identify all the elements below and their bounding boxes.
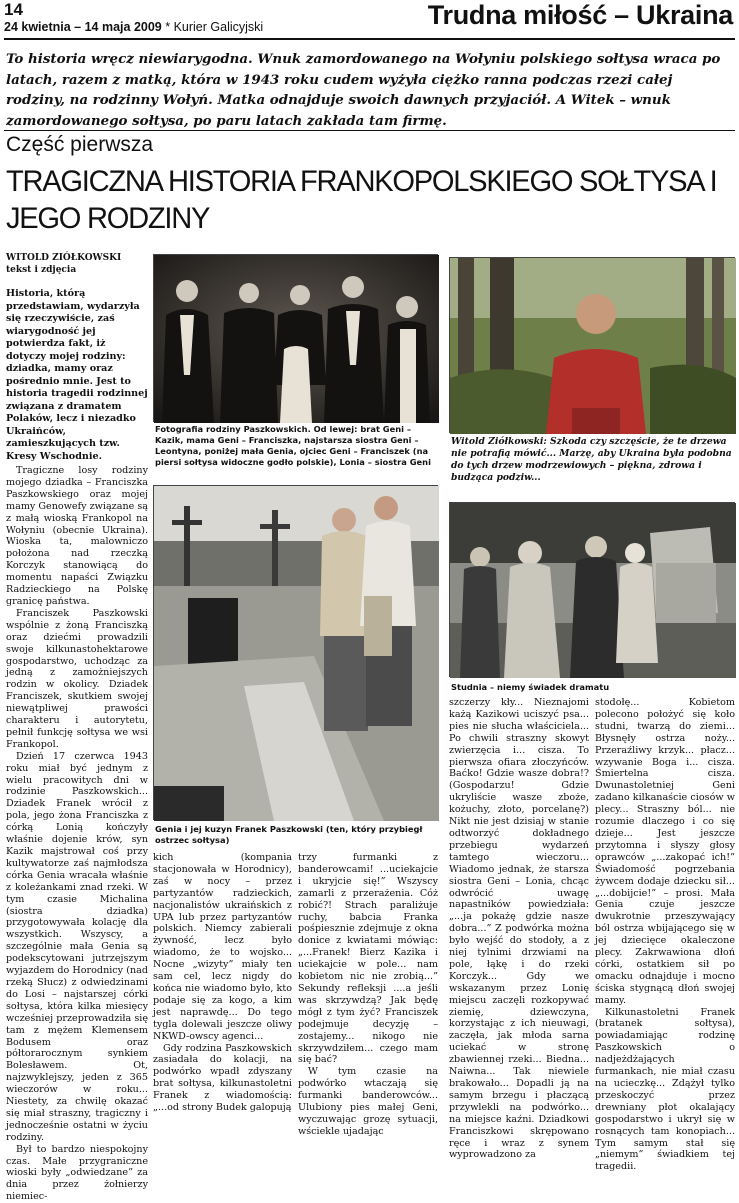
author-photo-caption: Witold Ziółkowski: Szkoda czy szczęście, że te drzewa nie potrafią mówić... Marzę, aby Ukraina była podobna do tych drzew modrzewiowych – piękna, zdrowa i budząca podziw...: [451, 436, 732, 483]
header-rule: [4, 38, 735, 40]
lead-rule: [4, 130, 735, 131]
text-column-4: [449, 697, 589, 1161]
issue-info: [4, 20, 263, 34]
paragraph: trzy furmanki z banderowcami! ...uciekajcie i ukryjcie się!” Wszyscy zamarli z przerażenia. Cóż robić?! Strach paraliżuje ruchy, babcia Franka pośpiesznie zdejmuje z okna donice z kwiatami mówiąc: „...Franek! Bierz Kazika i uciekajcie w pole... nam kobietom nic nie zrobią...” Sekundy refleksji ....a jeśli was skrzywdzą? Jak będę mógł z tym żyć? Franciszek podejmuje decyzję – zostajemy... nikogo nie skrzywdziłem... czego mam się bać?: [298, 852, 438, 1066]
family-photo: [153, 254, 438, 422]
text-column-2: [153, 852, 292, 1114]
well-photo-caption: Studnia – niemy świadek dramatu: [451, 682, 610, 692]
paragraph: Kilkunastoletni Franek (bratanek sołtysa), powiadamiając rodzinę Paszkowskich o nadjeżdżających furmankach, nie miał czasu na ucieczkę... Zdążył tylko przeskoczyć przez drewniany płot okalający gospodarstwo i ukrył się w rosnących tam konopiach... Tym samym stał się „niemym” świadkiem tej tragedii.: [595, 1006, 735, 1173]
article-kicker: Część pierwsza: [6, 133, 154, 156]
text-column-5: [595, 697, 735, 1173]
text-column-1: [6, 253, 148, 1203]
author-photo-image: [450, 258, 736, 434]
page-number: 14: [4, 0, 23, 19]
paragraph: stodołę... Kobietom polecono położyć się koło studni, twarzą do ziemi... Błysnęły ostrza noży... Przeraźliwy krzyk... płacz... wzywanie Boga i... cisza. Śmiertelna cisza. Dwunastoletniej Geni zadano kilkanaście ciosów w plecy... Straszny ból... nie rozumie dlaczego i co się dzieje... Jest jeszcze przytomna i słyszy głosy oprawców „...zakopać ich!” Świadomość pogrzebania żywcem dodaje dziecku sił... „...dobijcie!” – prosi. Mała Genia czuje jeszcze dwukrotnie przeszywający ból ostrza wbijającego się w jej dziecięce okaleczone plecy. Zakrwawiona dłoń córki, ostatkiem sił po omacku odnajduje i mocno ściska stygnącą dłoń swojej mamy.: [595, 697, 735, 1006]
family-photo-image: [154, 255, 439, 423]
text-column-3: [298, 852, 438, 1137]
well-photo: [449, 502, 735, 677]
well-photo-image: [450, 503, 736, 678]
article-lead: To historia wręcz niewiarygodna. Wnuk zamordowanego na Wołyniu polskiego sołtysa wraca po latach, razem z matką, która w 1943 roku cudem wyżyła ciężko ranna podczas rzezi całej rodziny, na rodzinny Wołyń. Matka odnajduje swoich dawnych przyjaciół. A Witek – wnuk zamordowanego sołtysa, po paru latach zakłada tam firmę.: [6, 51, 721, 129]
byline-role: tekst i zdjęcia: [6, 264, 77, 275]
column-lead: Historia, którą przedstawiam, wydarzyła się rzeczywiście, zaś wiarygodność jej potwierdza fakt, iż dotyczy mojej rodziny: dziadka, mamy oraz pośrednio mnie. Jest to historia tragedii rodzinnej związana z dramatem Polaków, lecz i niezadko Ukraińców, zamieszkujących tzw. Kresy Wschodnie.: [6, 288, 148, 462]
grave-photo-caption: Genia i jej kuzyn Franek Paszkowski (ten, który przybiegł ostrzec sołtysa): [155, 824, 423, 845]
paragraph: Gdy rodzina Paszkowskich zasiadała do kolacji, na podwórko wpadł zdyszany brat sołtysa, kilkunastoletni Franek z wiadomością: „...od strony Budek galopują: [153, 1042, 292, 1114]
paragraph: kich (kompania stacjonowała w Horodnicy), zaś w nocy – przez partyzantów radzieckich, nacjonalistów ukraińskich z UPA lub przez partyzantów polskich. Niemcy zabierali żywność, lecz było wiadomo, że to wojsko... Nocne „wizyty” miały ten sam cel, lecz nigdy do końca nie wiadomo było, kto podaje się za kogo, a kim jest naprawdę... Do tego tygla dolewali jeszcze oliwy NKWD-owscy agenci...: [153, 852, 292, 1042]
issue-dates: 24 kwietnia – 14 maja 2009: [4, 20, 162, 34]
author-photo: [449, 257, 735, 433]
paragraph: Był to bardzo niespokojny czas. Małe przygraniczne wioski były „odwiedzane” za dnia przez żołnierzy niemiec-: [6, 1143, 148, 1203]
paragraph: Tragiczne losy rodziny mojego dziadka – Franciszka Paszkowskiego oraz mojej mamy Genowefy związane są z małą wioską Frankopol na Wołyniu (obecnie Ukraina). Wioska ta, malowniczo położona nad rzeczką Korczyk stanowiącą do momentu napaści Związku Radzieckiego na Polskę granicę państwa.: [6, 465, 148, 607]
paragraph: Franciszek Paszkowski wspólnie z żoną Franciszką oraz dziećmi prowadzili swoje kilkunastohektarowe gospodarstwo, uchodząc za jedną z zamożniejszych rodzin w okolicy. Dziadek Franciszek, skutkiem swojej niewątpliwej prawości charakteru i autorytetu, pełnił funkcję sołtysa we wsi Frankopol.: [6, 607, 148, 750]
publication-name: * Kurier Galicyjski: [165, 20, 264, 34]
section-title: Trudna miłość – Ukraina: [427, 0, 733, 30]
paragraph: szczerzy kły... Nieznajomi każą Kazikowi uciszyć psa... pies nie słucha właściciela... Po chwili straszny skowyt zwierzęcia i... cisza. To pierwsza ofiara złoczyńców. Baćko! Gdzie wasze dobra!? (Gospodarzu! Gdzie ukryliście wasze zboże, kożuchy, złoto, porcelanę?) Nikt nie jest dzisiaj w stanie odtworzyć dokładnego przebiegu wydarzeń tamtego wieczoru... Wiadomo jednak, że starsza siostra Geni – Lonia, chcąc odwrócić uwagę napastników powiedziała: „...ja pokażę gdzie nasze dobra...” Z podwórka można było wejść do stodoły, a z niej tylnimi drzwiami na pole, łąkę i do rzeki Korczyk... Gdy we wskazanym przez Lonię miejscu zaczęli rozkopywać ziemię, dziewczyna, korzystając z ich nieuwagi, zaczęła, jak młoda sarna uciekać w stronę zbawiennej rzeki... Biedna... Naiwna... Tak niewiele brakowało... Dopadli ją na samym brzegu i płaczącą przywlekli na podwórko... na miejsce kaźni. Dziadkowi Franciszkowi skrępowano ręce i wraz z synem wyprowadzono za: [449, 697, 589, 1161]
grave-photo-image: [154, 486, 439, 821]
paragraph: W tym czasie na podwórko wtaczają się furmanki banderowców... Ulubiony pies małej Geni, wyczuwając grozę sytuacji, wściekle ujadając: [298, 1066, 438, 1137]
family-photo-caption: Fotografia rodziny Paszkowskich. Od lewej: brat Geni – Kazik, mama Geni – Franciszka, najstarsza siostra Geni – Leontyna, poniżej mała Genia, ojciec Geni – Franciszek (na piersi sołtysa widoczne godło polskie), Lonia – siostra Geni: [155, 424, 431, 467]
article-headline: TRAGICZNA HISTORIA FRANKOPOLSKIEGO SOŁTYSA I JEGO RODZINY: [6, 165, 717, 235]
byline-author: WITOLD ZIÓŁKOWSKI: [6, 253, 122, 263]
grave-photo: [153, 485, 438, 820]
paragraph: Dzień 17 czerwca 1943 roku miał być jednym z wielu pracowitych dni w rodzinie Paszkowskich... Dziadek Franek wrócił z pola, jego żona Franciszka z córką Lonią kończyły właśnie dojenie krów, syn Kazik majstrował coś przy kultywatorze zaś najmłodsza córka Genia wracała właśnie z koleżankami znad rzeki. W tym czasie Michalina (siostra dziadka) przygotowywała kolację dla wszystkich. Wszyscy, a szczególnie mała Genia są podekscytowani jutrzejszym wyjazdem do Horodnicy (nad rzeką Słucz) z odwiedzinami do Losi – najstarszej córki sołtysa, która kilka miesięcy wcześniej przeprowadziła się tam z mężem Klemensem Bodusem oraz półtorarocznym synkiem Bolesławem. Ot, najzwyklejszy, jeden z 365 wieczorów w roku... Niestety, za chwilę okazać się miał straszny, tragiczny i jednocześnie ostatni w życiu rodziny.: [6, 750, 148, 1143]
